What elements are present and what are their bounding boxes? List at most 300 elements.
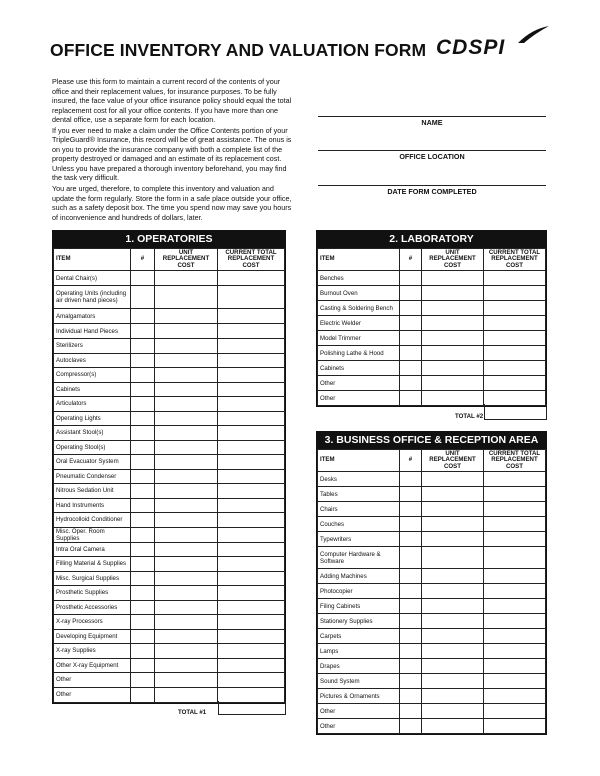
table-row (318, 704, 546, 719)
unit-cost-cell[interactable] (155, 484, 218, 499)
qty-cell[interactable] (400, 614, 422, 629)
unit-cost-cell[interactable] (422, 316, 484, 331)
table-row (54, 324, 285, 339)
table-row (318, 532, 546, 547)
total-cost-cell[interactable] (484, 376, 546, 391)
table-row (318, 547, 546, 569)
total-cost-cell[interactable] (218, 353, 285, 368)
total-cost-cell[interactable] (484, 689, 546, 704)
total-cost-cell[interactable] (218, 397, 285, 412)
total-cost-cell[interactable] (484, 614, 546, 629)
qty-cell[interactable] (131, 513, 155, 528)
table-row (54, 397, 285, 412)
item-label: Other (318, 704, 400, 719)
unit-cost-cell[interactable] (155, 615, 218, 630)
qty-cell[interactable] (400, 517, 422, 532)
item-label: Casting & Soldering Bench (318, 301, 400, 316)
total-cost-cell[interactable] (218, 629, 285, 644)
item-label: Photocopier (318, 584, 400, 599)
table-row (318, 502, 546, 517)
table-row (54, 469, 285, 484)
qty-cell[interactable] (400, 547, 422, 569)
laboratory-table (317, 248, 546, 406)
total-cost-cell[interactable] (218, 513, 285, 528)
qty-cell[interactable] (400, 271, 422, 286)
unit-cost-cell[interactable] (422, 547, 484, 569)
total-cost-cell[interactable] (218, 673, 285, 688)
item-label: Other X-ray Equipment (54, 658, 131, 673)
qty-cell[interactable] (131, 455, 155, 470)
item-label: Other (318, 376, 400, 391)
unit-cost-cell[interactable] (422, 584, 484, 599)
unit-cost-cell[interactable] (422, 271, 484, 286)
total-cost-cell[interactable] (218, 382, 285, 397)
table-row (318, 316, 546, 331)
qty-cell[interactable] (131, 484, 155, 499)
total-cost-cell[interactable] (484, 599, 546, 614)
unit-cost-cell[interactable] (155, 542, 218, 557)
col-unit-cost: UNIT REPLACEMENT COST (155, 249, 218, 271)
qty-cell[interactable] (400, 502, 422, 517)
unit-cost-cell[interactable] (155, 397, 218, 412)
total-cost-cell[interactable] (218, 600, 285, 615)
operatories-table (53, 248, 285, 703)
table-row (54, 527, 285, 542)
total-cost-cell[interactable] (218, 426, 285, 441)
unit-cost-cell[interactable] (155, 309, 218, 324)
name-field[interactable] (318, 116, 546, 127)
qty-cell[interactable] (400, 629, 422, 644)
table-row (54, 309, 285, 324)
table-row (54, 557, 285, 572)
item-label: Dental Chair(s) (54, 271, 131, 286)
total-cost-cell[interactable] (218, 309, 285, 324)
qty-cell[interactable] (400, 569, 422, 584)
qty-cell[interactable] (131, 339, 155, 354)
office-location-label: OFFICE LOCATION (399, 152, 465, 161)
qty-cell[interactable] (131, 286, 155, 309)
unit-cost-cell[interactable] (155, 527, 218, 542)
unit-cost-cell[interactable] (422, 532, 484, 547)
table-row (318, 286, 546, 301)
total-cost-cell[interactable] (484, 361, 546, 376)
intro-text (52, 77, 292, 222)
unit-cost-cell[interactable] (155, 600, 218, 615)
operatories-section (52, 230, 286, 704)
item-label: Other (318, 391, 400, 406)
unit-cost-cell[interactable] (422, 704, 484, 719)
unit-cost-cell[interactable] (155, 673, 218, 688)
qty-cell[interactable] (131, 397, 155, 412)
item-label: Prosthetic Accessories (54, 600, 131, 615)
laboratory-section (316, 230, 547, 407)
unit-cost-cell[interactable] (422, 517, 484, 532)
item-label: Misc. Oper. Room Supplies (54, 527, 131, 542)
table-row (318, 644, 546, 659)
col-qty: # (131, 249, 155, 271)
total-cost-cell[interactable] (218, 411, 285, 426)
qty-cell[interactable] (400, 346, 422, 361)
table-row (54, 658, 285, 673)
qty-cell[interactable] (400, 532, 422, 547)
qty-cell[interactable] (131, 557, 155, 572)
item-label: Sound System (318, 674, 400, 689)
business-office-heading: 3. BUSINESS OFFICE & RECEPTION AREA (317, 432, 546, 449)
item-label: Prosthetic Supplies (54, 586, 131, 601)
total-1-label: TOTAL #1 (178, 709, 207, 716)
table-row (318, 674, 546, 689)
total-cost-cell[interactable] (218, 586, 285, 601)
total-cost-cell[interactable] (218, 498, 285, 513)
intro-paragraph: Please use this form to maintain a current record of the contents of your office and their replacement values, for insurance purposes. To be fully insured, the face value of your office insurance policy should equal the total replacement cost for all your office contents. If you have more than one dental office, use a separate form for each location. (52, 77, 292, 125)
table-row (54, 600, 285, 615)
item-label: Developing Equipment (54, 629, 131, 644)
qty-cell[interactable] (131, 324, 155, 339)
item-label: Oral Evacuator System (54, 455, 131, 470)
total-cost-cell[interactable] (218, 644, 285, 659)
logo-text: CDSPI (436, 36, 506, 59)
qty-cell[interactable] (131, 353, 155, 368)
item-label: Articulators (54, 397, 131, 412)
unit-cost-cell[interactable] (155, 455, 218, 470)
table-row (318, 689, 546, 704)
unit-cost-cell[interactable] (422, 569, 484, 584)
total-cost-cell[interactable] (218, 339, 285, 354)
qty-cell[interactable] (400, 487, 422, 502)
table-row (318, 376, 546, 391)
qty-cell[interactable] (131, 644, 155, 659)
qty-cell[interactable] (400, 584, 422, 599)
table-row (318, 346, 546, 361)
qty-cell[interactable] (131, 571, 155, 586)
item-label: Carpets (318, 629, 400, 644)
qty-cell[interactable] (131, 600, 155, 615)
unit-cost-cell[interactable] (422, 391, 484, 406)
item-label: Assistant Stool(s) (54, 426, 131, 441)
qty-cell[interactable] (400, 286, 422, 301)
total-cost-cell[interactable] (484, 569, 546, 584)
table-row (54, 455, 285, 470)
date-completed-label: DATE FORM COMPLETED (387, 187, 477, 196)
date-completed-field[interactable] (318, 185, 546, 196)
total-cost-cell[interactable] (484, 532, 546, 547)
table-row (318, 584, 546, 599)
unit-cost-cell[interactable] (155, 426, 218, 441)
unit-cost-cell[interactable] (155, 586, 218, 601)
total-cost-cell[interactable] (218, 469, 285, 484)
unit-cost-cell[interactable] (422, 644, 484, 659)
total-cost-cell[interactable] (484, 487, 546, 502)
qty-cell[interactable] (131, 629, 155, 644)
qty-cell[interactable] (400, 644, 422, 659)
qty-cell[interactable] (400, 659, 422, 674)
qty-cell[interactable] (131, 615, 155, 630)
total-cost-cell[interactable] (218, 571, 285, 586)
laboratory-heading: 2. LABORATORY (317, 231, 546, 248)
qty-cell[interactable] (131, 542, 155, 557)
qty-cell[interactable] (131, 498, 155, 513)
unit-cost-cell[interactable] (155, 411, 218, 426)
table-row (54, 586, 285, 601)
unit-cost-cell[interactable] (155, 629, 218, 644)
total-cost-cell[interactable] (218, 484, 285, 499)
total-cost-cell[interactable] (484, 517, 546, 532)
total-cost-cell[interactable] (218, 440, 285, 455)
item-label: Chairs (318, 502, 400, 517)
qty-cell[interactable] (131, 382, 155, 397)
total-cost-cell[interactable] (218, 271, 285, 286)
table-row (318, 271, 546, 286)
unit-cost-cell[interactable] (155, 368, 218, 383)
total-2-box[interactable] (484, 404, 547, 420)
table-row (318, 629, 546, 644)
qty-cell[interactable] (400, 719, 422, 734)
unit-cost-cell[interactable] (422, 301, 484, 316)
unit-cost-cell[interactable] (422, 674, 484, 689)
table-row (54, 673, 285, 688)
table-row (318, 569, 546, 584)
unit-cost-cell[interactable] (155, 382, 218, 397)
item-label: Hand Instruments (54, 498, 131, 513)
unit-cost-cell[interactable] (155, 658, 218, 673)
table-row (318, 599, 546, 614)
item-label: Compressor(s) (54, 368, 131, 383)
qty-cell[interactable] (131, 368, 155, 383)
unit-cost-cell[interactable] (422, 719, 484, 734)
total-cost-cell[interactable] (218, 542, 285, 557)
table-row (54, 426, 285, 441)
qty-cell[interactable] (131, 426, 155, 441)
unit-cost-cell[interactable] (155, 469, 218, 484)
table-row (318, 361, 546, 376)
item-label: Operating Stool(s) (54, 440, 131, 455)
unit-cost-cell[interactable] (422, 361, 484, 376)
total-cost-cell[interactable] (484, 286, 546, 301)
total-cost-cell[interactable] (484, 547, 546, 569)
unit-cost-cell[interactable] (155, 687, 218, 702)
item-label: Operating Units (including air driven hand pieces) (54, 286, 131, 309)
qty-cell[interactable] (131, 411, 155, 426)
qty-cell[interactable] (400, 674, 422, 689)
qty-cell[interactable] (400, 316, 422, 331)
item-label: Filing Cabinets (318, 599, 400, 614)
col-unit-cost: UNIT REPLACEMENT COST (422, 450, 484, 472)
total-cost-cell[interactable] (218, 368, 285, 383)
total-cost-cell[interactable] (218, 687, 285, 702)
qty-cell[interactable] (131, 440, 155, 455)
qty-cell[interactable] (131, 469, 155, 484)
unit-cost-cell[interactable] (422, 346, 484, 361)
item-label: Other (54, 673, 131, 688)
total-cost-cell[interactable] (218, 455, 285, 470)
total-cost-cell[interactable] (484, 316, 546, 331)
unit-cost-cell[interactable] (155, 513, 218, 528)
table-row (54, 615, 285, 630)
table-row (318, 487, 546, 502)
total-cost-cell[interactable] (484, 674, 546, 689)
total-cost-cell[interactable] (218, 286, 285, 309)
item-label: Pneumatic Condenser (54, 469, 131, 484)
qty-cell[interactable] (400, 391, 422, 406)
item-label: Burnout Oven (318, 286, 400, 301)
table-row (54, 571, 285, 586)
item-label: Electric Welder (318, 316, 400, 331)
item-label: Typewriters (318, 532, 400, 547)
qty-cell[interactable] (400, 301, 422, 316)
table-row (54, 382, 285, 397)
unit-cost-cell[interactable] (155, 571, 218, 586)
col-qty: # (400, 249, 422, 271)
item-label: Filling Material & Supplies (54, 557, 131, 572)
col-total-cost: CURRENT TOTAL REPLACEMENT COST (218, 249, 285, 271)
item-label: Individual Hand Pieces (54, 324, 131, 339)
total-cost-cell[interactable] (484, 629, 546, 644)
total-1-box[interactable] (218, 701, 286, 715)
unit-cost-cell[interactable] (155, 557, 218, 572)
table-row (54, 687, 285, 702)
table-row (54, 542, 285, 557)
total-cost-cell[interactable] (484, 472, 546, 487)
table-row (54, 339, 285, 354)
unit-cost-cell[interactable] (422, 689, 484, 704)
cdspi-logo (436, 25, 551, 61)
total-cost-cell[interactable] (218, 527, 285, 542)
total-cost-cell[interactable] (484, 704, 546, 719)
item-label: Cabinets (318, 361, 400, 376)
unit-cost-cell[interactable] (422, 659, 484, 674)
unit-cost-cell[interactable] (155, 440, 218, 455)
unit-cost-cell[interactable] (155, 271, 218, 286)
col-total-cost: CURRENT TOTAL REPLACEMENT COST (484, 249, 546, 271)
business-office-table (317, 449, 546, 734)
item-label: Drapes (318, 659, 400, 674)
qty-cell[interactable] (400, 376, 422, 391)
item-label: Benches (318, 271, 400, 286)
table-row (54, 286, 285, 309)
unit-cost-cell[interactable] (422, 286, 484, 301)
unit-cost-cell[interactable] (422, 502, 484, 517)
table-row (318, 719, 546, 734)
item-label: Desks (318, 472, 400, 487)
total-cost-cell[interactable] (484, 301, 546, 316)
total-cost-cell[interactable] (484, 331, 546, 346)
item-label: Autoclaves (54, 353, 131, 368)
qty-cell[interactable] (400, 331, 422, 346)
table-row (318, 331, 546, 346)
total-cost-cell[interactable] (218, 557, 285, 572)
unit-cost-cell[interactable] (422, 376, 484, 391)
qty-cell[interactable] (400, 361, 422, 376)
table-row (54, 629, 285, 644)
table-row (54, 644, 285, 659)
unit-cost-cell[interactable] (422, 487, 484, 502)
total-cost-cell[interactable] (218, 615, 285, 630)
total-cost-cell[interactable] (484, 659, 546, 674)
qty-cell[interactable] (400, 599, 422, 614)
unit-cost-cell[interactable] (422, 614, 484, 629)
item-label: Lamps (318, 644, 400, 659)
item-label: Computer Hardware & Software (318, 547, 400, 569)
unit-cost-cell[interactable] (155, 644, 218, 659)
qty-cell[interactable] (131, 673, 155, 688)
item-label: Other (318, 719, 400, 734)
col-total-cost: CURRENT TOTAL REPLACEMENT COST (484, 450, 546, 472)
form-title: OFFICE INVENTORY AND VALUATION FORM (50, 40, 427, 60)
qty-cell[interactable] (400, 704, 422, 719)
qty-cell[interactable] (131, 586, 155, 601)
unit-cost-cell[interactable] (422, 331, 484, 346)
intro-paragraph: You are urged, therefore, to complete this inventory and valuation and update the form regularly. Store the form in a safe place outside your office, such as a safety deposit box. The time you spend now may save you hours of inconvenience and hundreds of dollars, later. (52, 184, 292, 222)
item-label: Pictures & Ornaments (318, 689, 400, 704)
qty-cell[interactable] (131, 527, 155, 542)
qty-cell[interactable] (131, 687, 155, 702)
item-label: Model Trimmer (318, 331, 400, 346)
item-label: Other (54, 687, 131, 702)
item-label: Tables (318, 487, 400, 502)
item-label: Intra Oral Camera (54, 542, 131, 557)
total-cost-cell[interactable] (484, 346, 546, 361)
col-unit-cost: UNIT REPLACEMENT COST (422, 249, 484, 271)
table-row (54, 513, 285, 528)
qty-cell[interactable] (131, 271, 155, 286)
item-label: Adding Machines (318, 569, 400, 584)
qty-cell[interactable] (131, 309, 155, 324)
unit-cost-cell[interactable] (422, 599, 484, 614)
table-row (54, 498, 285, 513)
name-label: NAME (421, 118, 443, 127)
unit-cost-cell[interactable] (155, 339, 218, 354)
item-label: Polishing Lathe & Hood (318, 346, 400, 361)
qty-cell[interactable] (400, 689, 422, 704)
unit-cost-cell[interactable] (422, 472, 484, 487)
table-row (318, 472, 546, 487)
table-row (318, 614, 546, 629)
table-row (318, 517, 546, 532)
table-row (318, 659, 546, 674)
total-cost-cell[interactable] (484, 502, 546, 517)
unit-cost-cell[interactable] (155, 286, 218, 309)
intro-paragraph: If you ever need to make a claim under the Office Contents portion of your TripleGuard® Insurance, this record will be of great assistance. The onus is on you to provide the insurance company with both a complete list of the property destroyed or damaged and an estimate of its replacement cost. Unless you have prepared a thorough inventory beforehand, you may find the task very difficult. (52, 125, 292, 183)
total-cost-cell[interactable] (484, 719, 546, 734)
item-label: Cabinets (54, 382, 131, 397)
item-label: Operating Lights (54, 411, 131, 426)
office-location-field[interactable] (318, 150, 546, 161)
total-cost-cell[interactable] (218, 324, 285, 339)
unit-cost-cell[interactable] (155, 498, 218, 513)
table-row (318, 301, 546, 316)
unit-cost-cell[interactable] (422, 629, 484, 644)
unit-cost-cell[interactable] (155, 324, 218, 339)
item-label: Misc. Surgical Supplies (54, 571, 131, 586)
business-office-section (316, 431, 547, 735)
table-row (54, 271, 285, 286)
total-cost-cell[interactable] (484, 584, 546, 599)
unit-cost-cell[interactable] (155, 353, 218, 368)
item-label: Couches (318, 517, 400, 532)
qty-cell[interactable] (131, 658, 155, 673)
item-label: X-ray Processors (54, 615, 131, 630)
col-item: ITEM (318, 450, 400, 472)
table-row (54, 440, 285, 455)
item-label: X-ray Supplies (54, 644, 131, 659)
total-cost-cell[interactable] (484, 644, 546, 659)
total-cost-cell[interactable] (484, 271, 546, 286)
table-row (54, 411, 285, 426)
qty-cell[interactable] (400, 472, 422, 487)
col-qty: # (400, 450, 422, 472)
col-item: ITEM (318, 249, 400, 271)
total-cost-cell[interactable] (218, 658, 285, 673)
